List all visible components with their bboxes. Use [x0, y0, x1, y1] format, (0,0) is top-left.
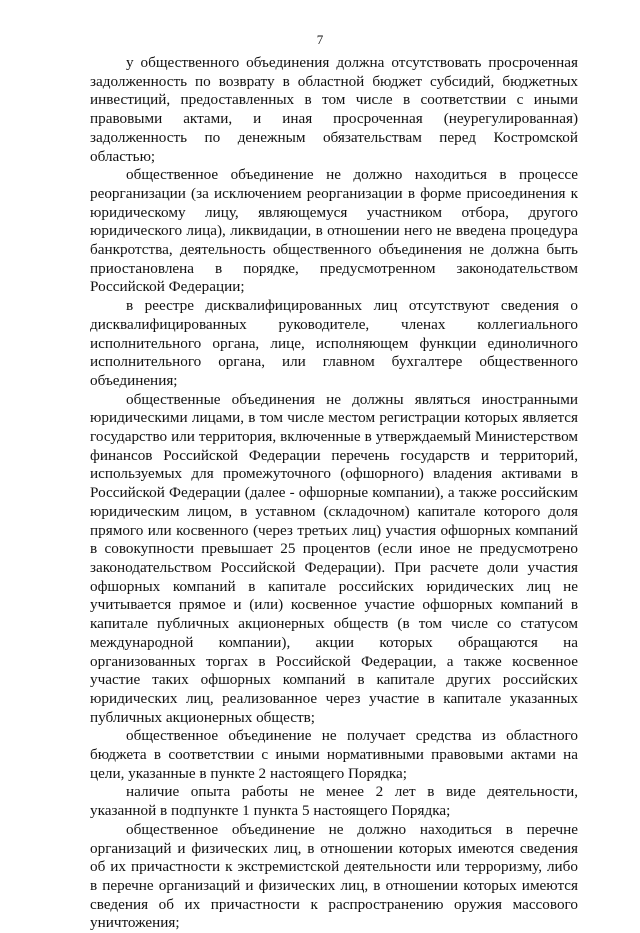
page-number: 7 [316, 32, 324, 47]
paragraph-no-overdue-debt: у общественного объединения должна отсутствовать просроченная задолженность по возврату в областной бюджет субсидий, бюджетных инвестиций, предоставленных в том числе в соответствии с иными правовыми актами, и иная просроченная (неурегулированная) задолженность по денежным обязательствам перед Костромской областью; [90, 54, 578, 165]
paragraph-offshore-companies: общественные объединения не должны являться иностранными юридическими лицами, в том числе местом регистрации которых является государство или территория, включенные в утверждаемый Министерством финансов Российской Федерации перечень государств и территорий, используемых для промежуточного (офшорного) владения активами в Российской Федерации (далее - офшорные компании), а также российским юридическим лицом, в уставном (складочном) капитале которого доля прямого или косвенного (через третьих лиц) участия офшорных компаний в совокупности превышает 25 процентов (если иное не предусмотрено законодательством Российской Федерации). При расчете доли участия офшорных компаний в капитале российских юридических лиц не учитывается прямое и (или) косвенное участие офшорных компаний в капитале публичных акционерных обществ (в том числе со статусом международной компании), акции которых обращаются на организованных торгах в Российской Федерации, а также косвенное участие таких офшорных компаний в капитале других российских юридических лиц, реализованное через участие в капитале указанных публичных акционерных обществ; [90, 390, 578, 726]
paragraph-extremism-list: общественное объединение не должно находиться в перечне организаций и физических лиц, в отношении которых имеются сведения об их причастности к экстремистской деятельности или терроризму, либо в перечне организаций и физических лиц, в отношении которых имеются сведения об их причастности к распространению оружия массового уничтожения; [90, 820, 578, 932]
document-body [90, 54, 578, 933]
paragraph-no-reorganization: общественное объединение не должно находиться в процессе реорганизации (за исключением реорганизации в форме присоединения к юридическому лицу, являющемуся участником отбора, другого юридического лица), ликвидации, в отношении него не введена процедура банкротства, деятельность общественного объединения не должна быть приостановлена в порядке, предусмотренном законодательством Российской Федерации; [90, 166, 578, 296]
paragraph-work-experience: наличие опыта работы не менее 2 лет в виде деятельности, указанной в подпункте 1 пункта 5 настоящего Порядка; [90, 783, 578, 820]
paragraph-no-other-funding: общественное объединение не получает средства из областного бюджета в соответствии с иными нормативными правовыми актами на цели, указанные в пункте 2 настоящего Порядка; [90, 727, 578, 782]
paragraph-disqualified-persons: в реестре дисквалифицированных лиц отсутствуют сведения о дисквалифицированных руководителе, членах коллегиального исполнительного органа, лице, исполняющем функции единоличного исполнительного органа, или главном бухгалтере общественного объединения; [90, 297, 578, 389]
